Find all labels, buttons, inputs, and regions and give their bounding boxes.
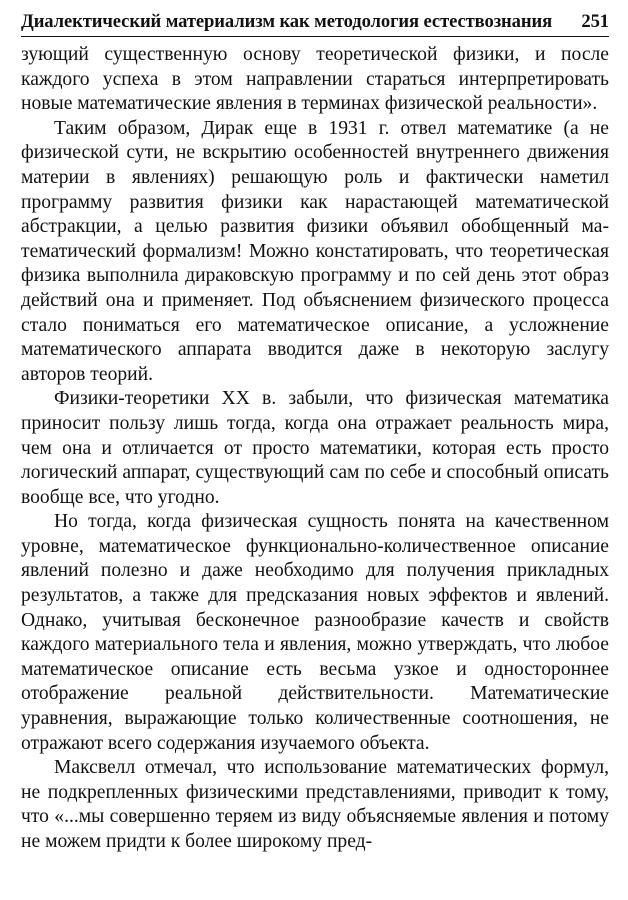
paragraph-mathematical-description: Но тогда, когда физическая сущность понята на качественном уровне, математическое функционально-количественное описание явлений полезно и даже необходимо для получения прикладных результатов, а также для предсказания новых эффектов и явлений. Однако, учитывая бесконечное разнообразие качеств и свойств каждого материального тела и явления, можно утверждать, что любое математическое описание есть весьма узкое и одностороннее отображение реальной действительности. Математические уравнения, выражающие только количественные соотношения, не отражают всего содержания изучаемого объекта. [21,511,609,754]
book-page [21,10,609,855]
running-header [21,10,609,37]
paragraph-dirac-program: Таким образом, Дирак еще в 1931 г. отвел математике (а не физической сути, не вскрытию особенностей внутреннего движения материи в явлениях) решающую роль и фактически наметил программу развития физики как нарастающей математической абстракции, а целью развития физики объявил обобщенный математический формализм! Можно констатировать, что теоретическая физика выполнила дираковскую программу и по сей день этот образ действий она и применяет. Под объяснением физического процесса стало пониматься его математическое описание, а усложнение математического аппарата вводится даже в некоторую заслугу авторов теорий. [21,117,609,385]
paragraph-maxwell: Максвелл отмечал, что использование математических формул, не подкрепленных физическими представлениями, приводит к тому, что «...мы совершенно теряем из виду объясняемые явления и потому не можем придти к более широкому пред- [21,757,609,852]
body-text [21,43,609,855]
paragraph-physical-mathematics: Физики-теоретики XX в. забыли, что физическая математика приносит пользу лишь тогда, когда она отражает реальность мира, чем она и отличается от просто математики, которая есть просто логический аппарат, существующий сам по себе и способный описать вообще все, что угодно. [21,388,609,508]
paragraph-continued: зующий существенную основу теоретической физики, и после каждого успеха в этом направлении стараться интерпретировать новые математические явления в терминах физической реальности». [21,44,609,115]
page-number: 251 [581,11,609,32]
running-header-title: Диалектический материализм как методология естествознания [21,11,553,32]
